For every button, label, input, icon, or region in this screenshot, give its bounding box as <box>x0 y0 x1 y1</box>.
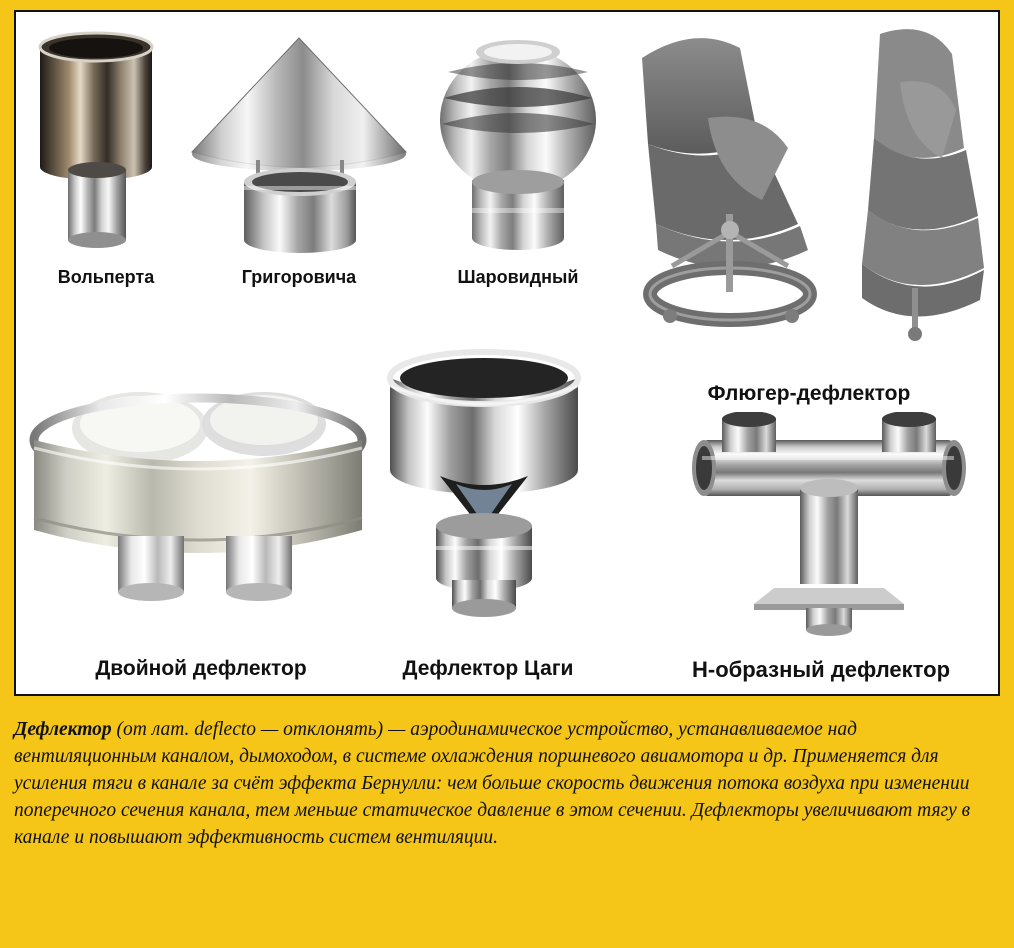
caption-dvoynoy: Двойной дефлектор <box>95 657 307 680</box>
description-text <box>14 716 1000 851</box>
image-dvoynoy <box>28 340 368 630</box>
image-sharovidnyy <box>428 32 608 257</box>
caption-volperta: Вольперта <box>57 267 155 287</box>
caption-grigorovicha: Григоровича <box>241 267 357 287</box>
image-tsagi <box>374 340 594 635</box>
caption-tsagi: Дефлектор Цаги <box>402 657 574 680</box>
description-etymology: (от лат. deflecto — отклонять) <box>116 719 384 740</box>
caption-sharovidnyy: Шаровидный <box>457 267 579 287</box>
caption-flyuger: Флюгер-дефлектор <box>707 382 911 405</box>
description-body: — аэродинамическое устройство, устанавливаемое над вентиляционным каналом, дымоходом, в системе охлаждения поршневого авиамотора и др. Применяется для усиления тяги в канале за счёт эффекта Бернулли: чем больше скорость движения потока воздуха при изменении поперечного сечения канала, тем меньше статическое давление в этом сечении. Дефлекторы увеличивают тягу в канале и повышают эффективность систем вентиляции. <box>14 719 971 848</box>
image-flyuger <box>612 18 992 368</box>
image-grigorovicha <box>184 30 414 255</box>
caption-n-obraznyy: Н-образный дефлектор <box>691 657 951 682</box>
image-n-obraznyy <box>678 412 978 637</box>
image-volperta <box>26 22 186 252</box>
deflector-images-panel <box>14 10 1000 696</box>
description-term: Дефлектор <box>14 719 112 740</box>
